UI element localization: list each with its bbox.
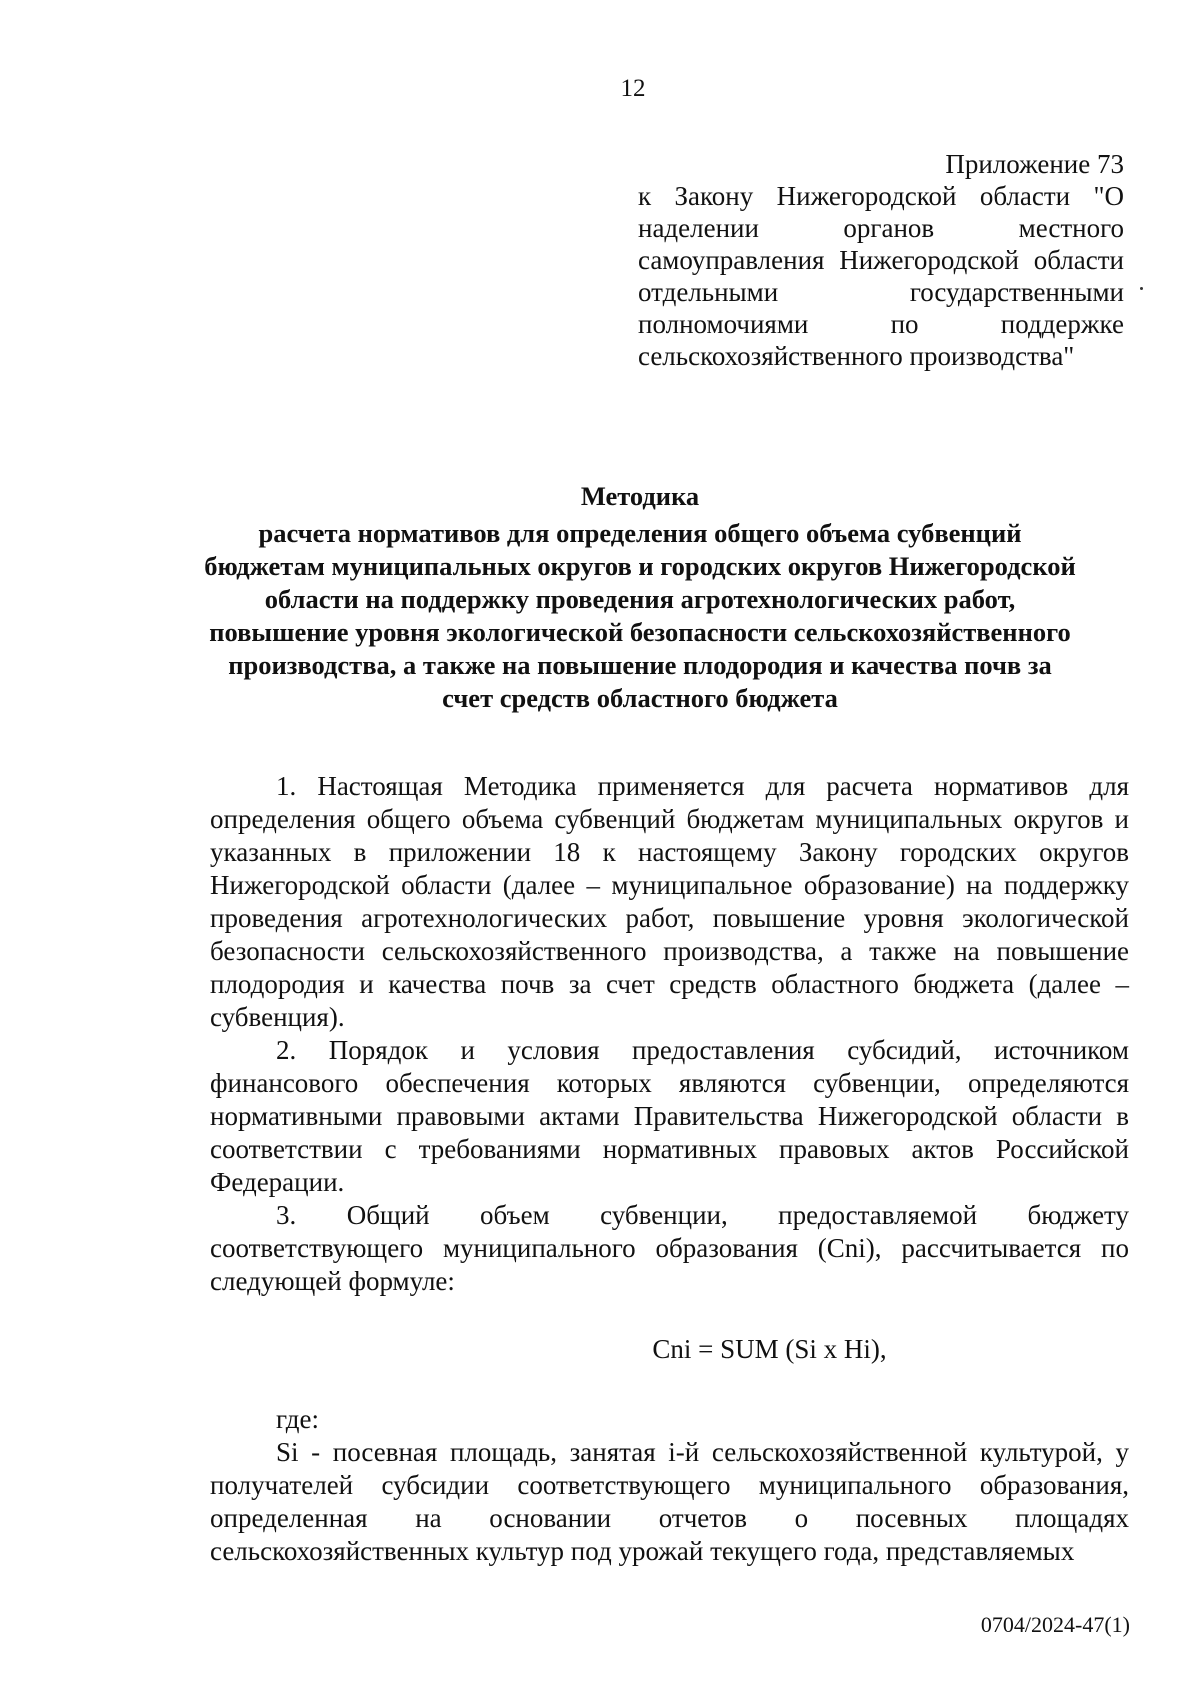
title-subheading: расчета нормативов для определения общего объема субвенций бюджетам муниципальных округов и городских округов Нижегородской области на поддержку проведения агротехнологических работ, повышение уровня экологической безопасности сельскохозяйственного производства, а также на повышение плодородия и качества почв за счет средств областного бюджета: [204, 518, 1076, 713]
paragraph-4: Si - посевная площадь, занятая i-й сельскохозяйственной культурой, у получателей субсидии соответствующего муниципального образования, определенная на основании отчетов о посевных площадях сельскохозяйственных культур под урожай текущего года, представляемых: [210, 1437, 1129, 1566]
paragraph-2: 2. Порядок и условия предоставления субсидий, источником финансового обеспечения которых являются субвенции, определяются нормативными правовыми актами Правительства Нижегородской области в соответствии с требованиями нормативных правовых актов Российской Федерации.: [210, 1035, 1129, 1197]
footer-document-code: 0704/2024-47(1): [980, 1612, 1130, 1637]
formula: Cni = SUM (Si x Hi),: [652, 1334, 887, 1364]
paragraph-3: 3. Общий объем субвенции, предоставляемой бюджету соответствующего муниципального образования (Cni), рассчитывается по следующей формуле:: [210, 1200, 1129, 1296]
where-label: где:: [276, 1404, 319, 1434]
document-body: [210, 770, 1129, 1568]
stray-dot: [1140, 287, 1143, 290]
appendix-block: [634, 148, 1124, 372]
appendix-body: к Закону Нижегородской области "О наделении органов местного самоуправления Нижегородской области отдельными государственными полномочиями по поддержке сельскохозяйственного производства": [638, 181, 1124, 371]
title-heading: Методика: [580, 481, 700, 511]
page-number: 12: [620, 75, 646, 102]
paragraph-1: 1. Настоящая Методика применяется для расчета нормативов для определения общего объема субвенций бюджетам муниципальных округов и указанных в приложении 18 к настоящему Закону городских округов Нижегородской области (далее – муниципальное образование) на поддержку проведения агротехнологических работ, повышение уровня экологической безопасности сельскохозяйственного производства, а также на повышение плодородия и качества почв за счет средств областного бюджета (далее – субвенция).: [210, 771, 1129, 1032]
appendix-title: Приложение 73: [945, 149, 1124, 179]
document-title: [200, 480, 1080, 715]
